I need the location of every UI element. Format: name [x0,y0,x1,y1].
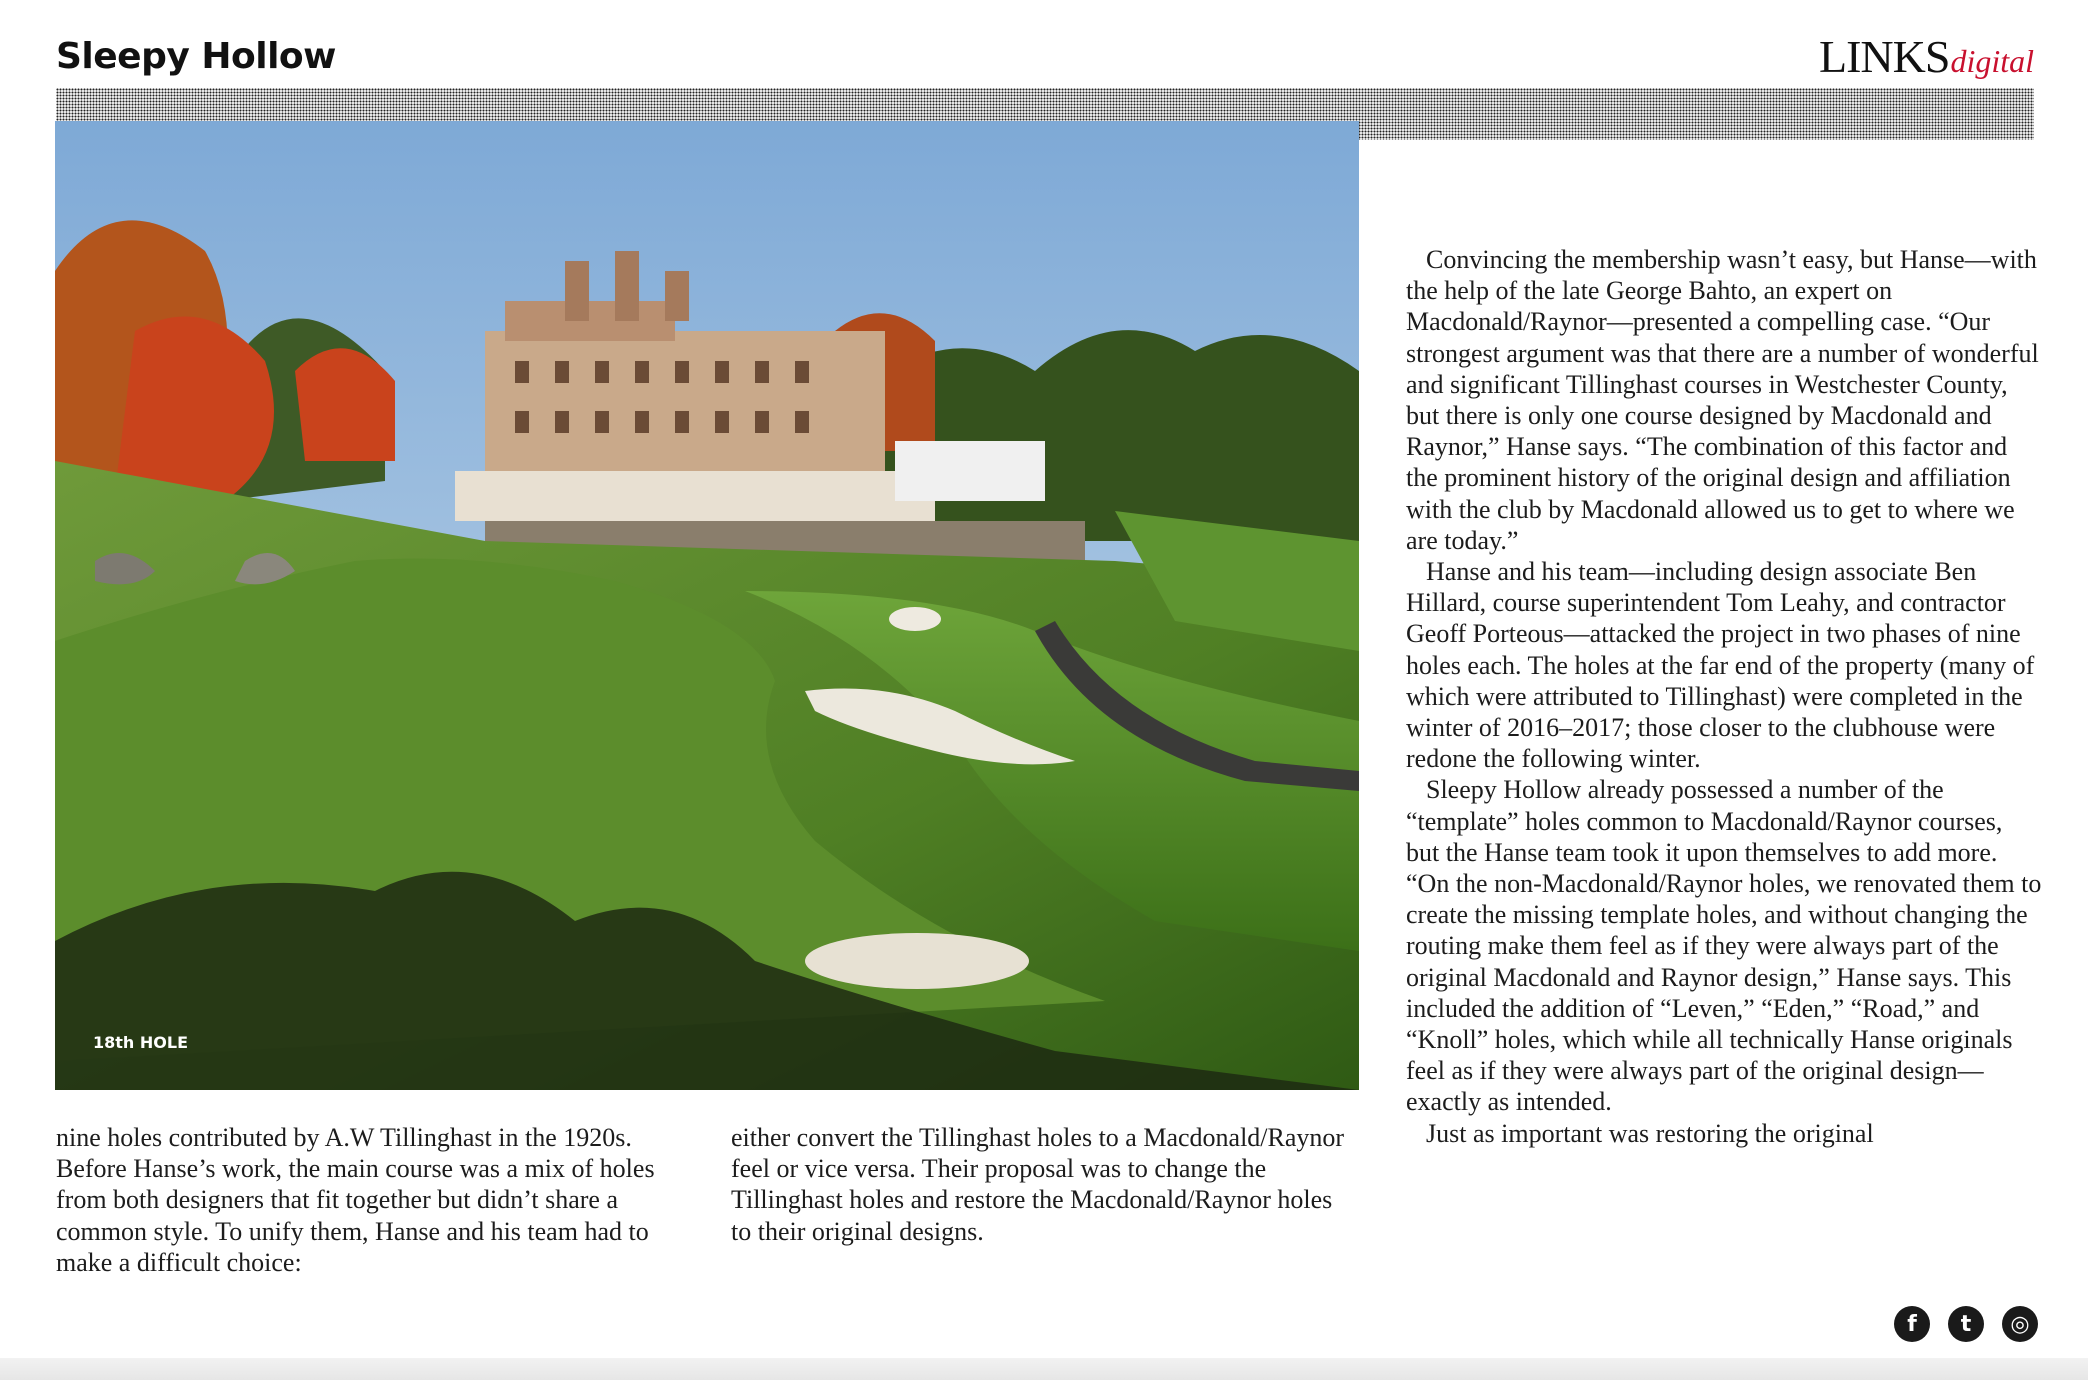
paragraph: Sleepy Hollow already possessed a number of the “template” holes common to Macdonald/Raynor courses, but the Hanse team took it upon themselves to add more. “On the non-Macdonald/Raynor holes, we renovated them to create the missing template holes, and without changing the routing make them feel as if they were always part of the original Macdonald and Raynor design,” Hanse says. This included the addition of “Leven,” “Eden,” “Road,” and “Knoll” holes, which while all technically Hanse originals feel as if they were always part of the original design—exactly as intended. [1406,775,2042,1117]
links-digital-logo[interactable] [1819,30,2034,83]
paragraph: Hanse and his team—including design associate Ben Hillard, course superintendent Tom Leahy, and contractor Geoff Porteous—attacked the project in two phases of nine holes each. The holes at the far end of the property (many of which were attributed to Tillinghast) were completed in the winter of 2016–2017; those closer to the clubhouse were redone the following winter. [1406,557,2035,774]
paragraph: nine holes contributed by A.W Tillinghast in the 1920s. Before Hanse’s work, the main course was a mix of holes from both designers that fit together but didn’t share a common style. To unify them, Hanse and his team had to make a difficult choice: [56,1123,655,1277]
twitter-icon[interactable]: t [1948,1306,1984,1342]
paragraph: Just as important was restoring the original [1426,1118,1874,1148]
instagram-icon[interactable]: ◎ [2002,1306,2038,1342]
logo-links-text: LINKS [1818,31,1950,82]
photo-caption: 18th HOLE [93,1033,188,1052]
text-column-2 [731,1122,1357,1247]
social-links [1894,1306,2038,1342]
text-column-3 [1406,244,2042,1149]
section-title: Sleepy Hollow [56,36,336,77]
bottom-toolbar [0,1358,2088,1380]
paragraph: either convert the Tillinghast holes to a Macdonald/Raynor feel or vice versa. Their proposal was to change the Tillinghast holes and restore the Macdonald/Raynor holes to their original designs. [731,1123,1345,1246]
logo-digital-text: digital [1950,43,2034,79]
paragraph: Convincing the membership wasn’t easy, but Hanse—with the help of the late George Bahto, an expert on Macdonald/Raynor—presented a compelling case. “Our strongest argument was that there are a number of wonderful and significant Tillinghast courses in Westchester County, but there is only one course designed by Macdonald and Raynor,” Hanse says. “The combination of this factor and the prominent history of the original design and affiliation with the club by Macdonald allowed us to get to where we are today.” [1406,245,2039,555]
course-photo [55,121,1359,1090]
text-column-1 [56,1122,696,1278]
facebook-icon[interactable]: f [1894,1306,1930,1342]
photo-illustration [55,121,1359,1090]
